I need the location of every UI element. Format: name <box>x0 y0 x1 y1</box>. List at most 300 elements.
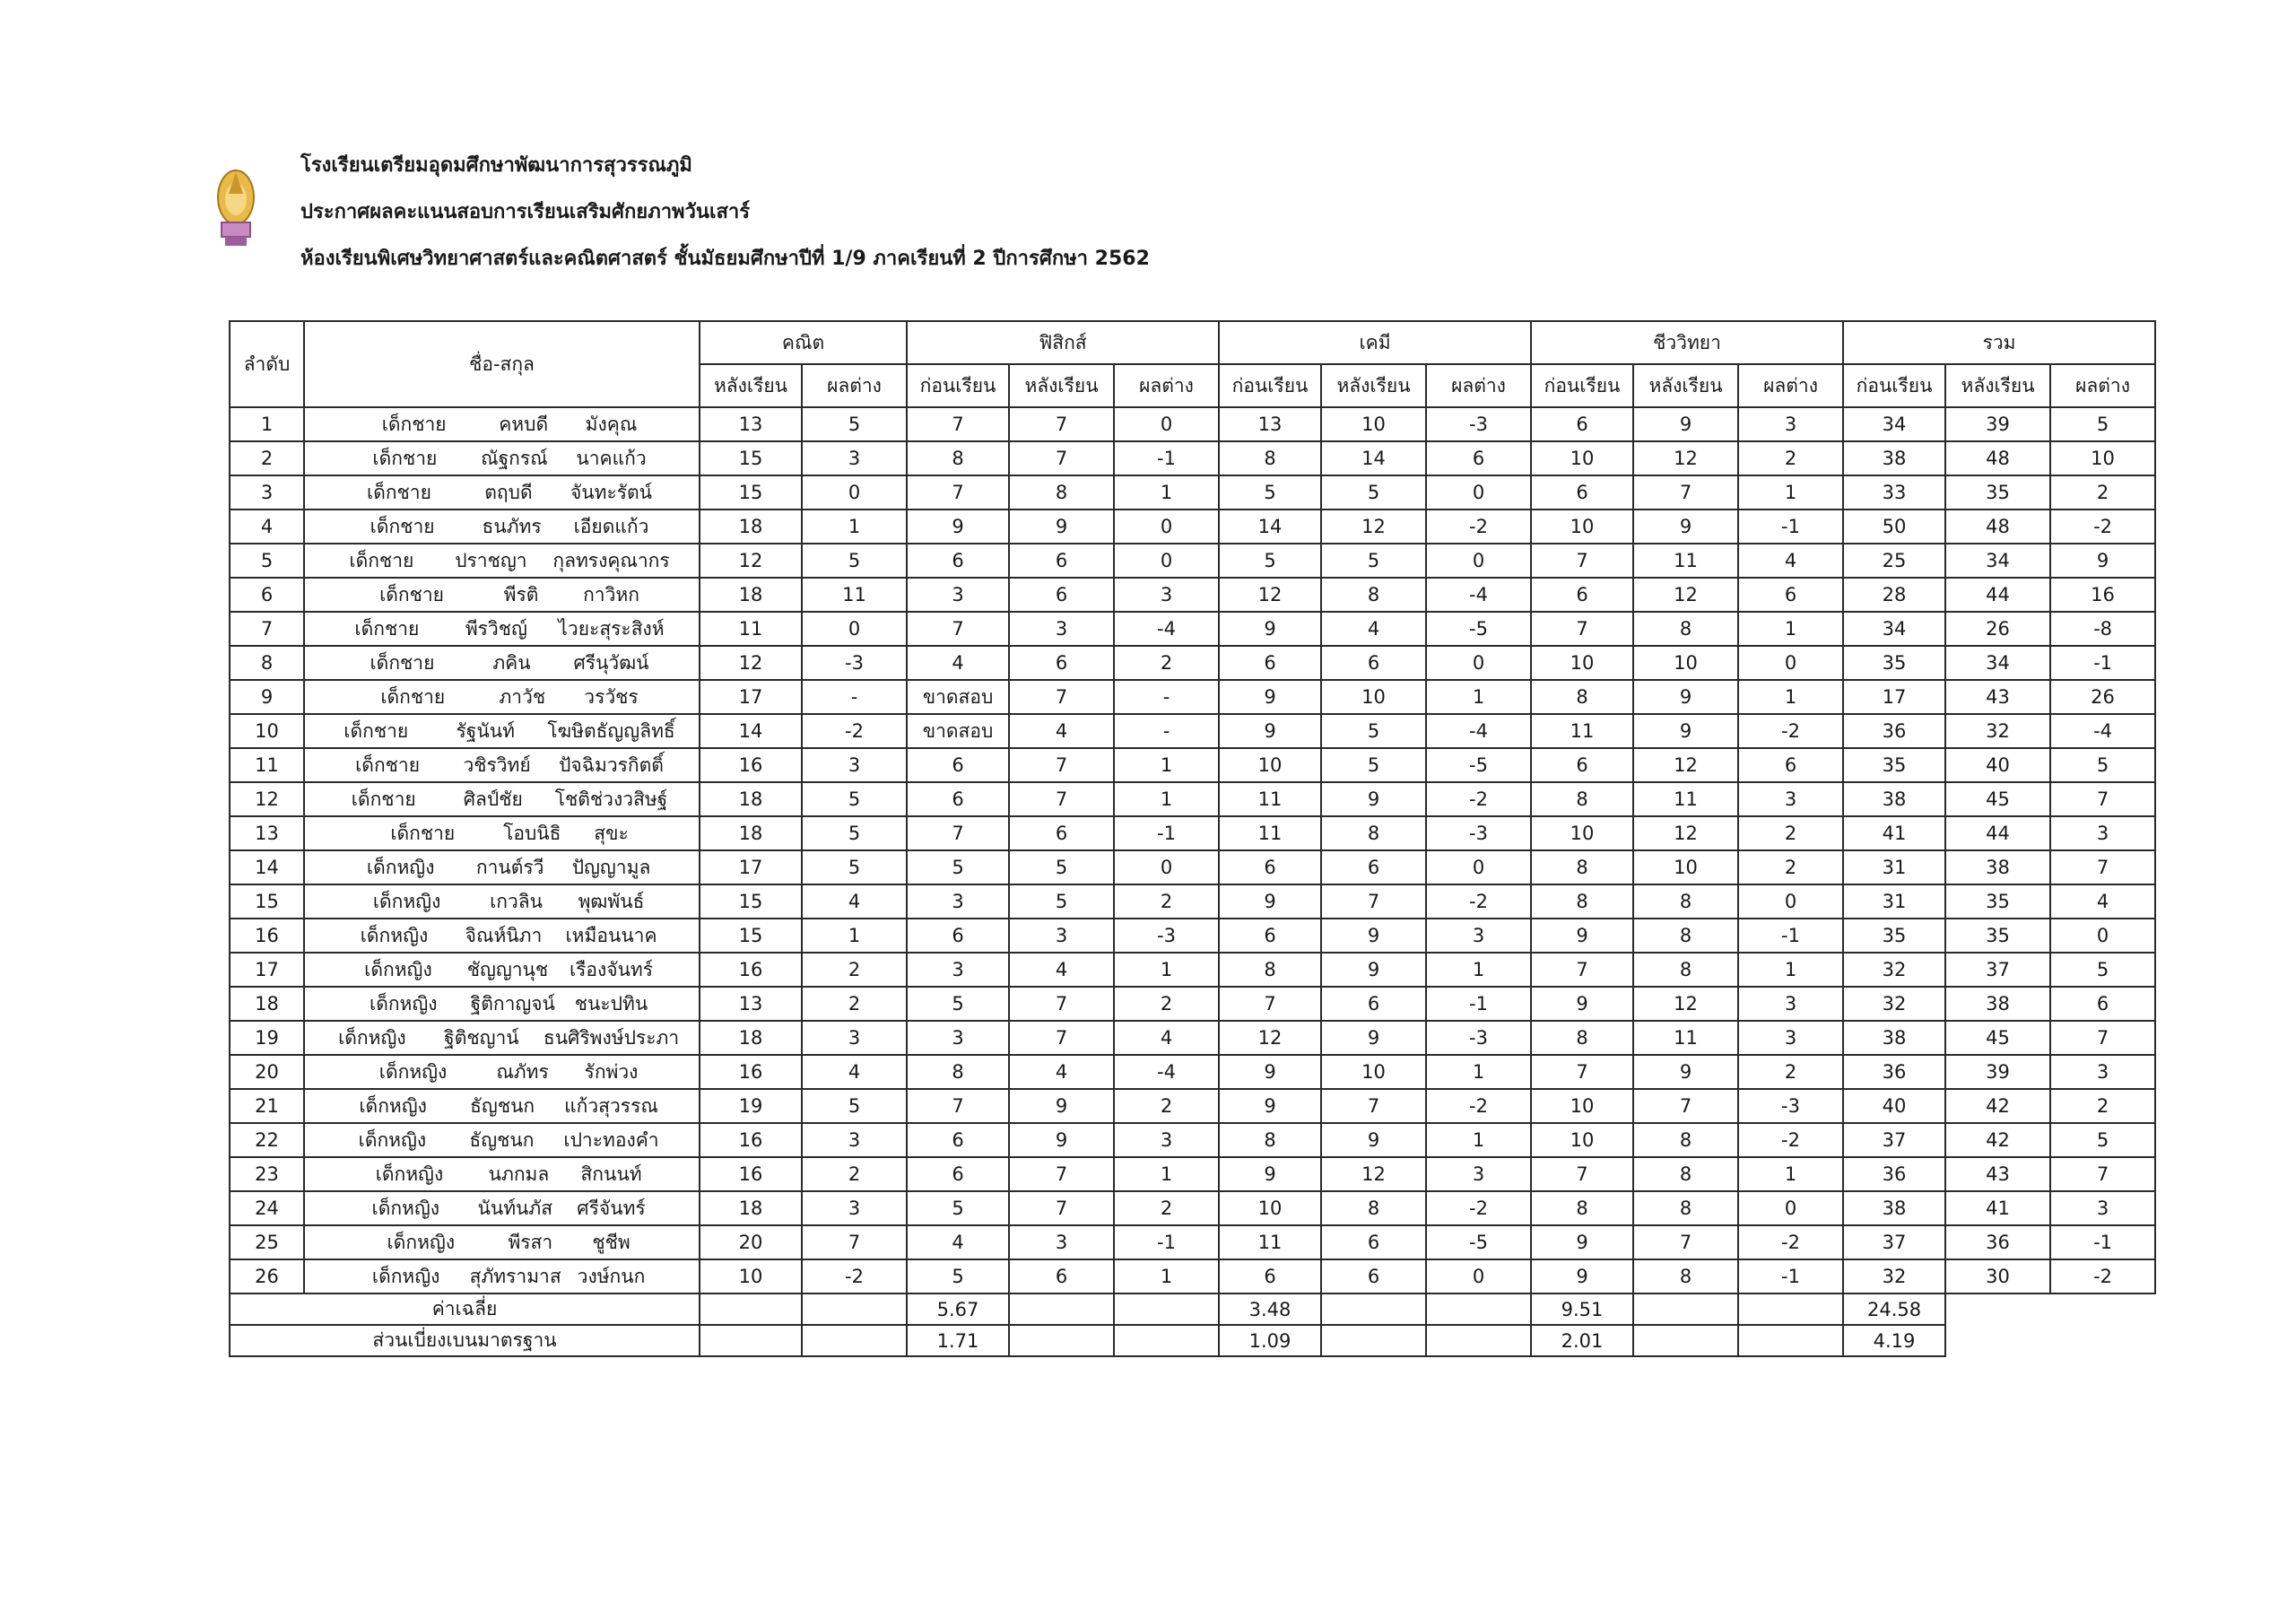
score-biology-diff: 2 <box>1738 1055 1843 1089</box>
score-chemistry-after: 6 <box>1321 646 1426 680</box>
score-math-diff: 5 <box>802 850 907 884</box>
first-name: พีรสา <box>508 1231 553 1253</box>
score-physics-diff: -1 <box>1114 441 1219 475</box>
score-total-before: 36 <box>1843 1055 1945 1089</box>
score-biology-after: 8 <box>1633 1259 1738 1293</box>
score-total-after: 43 <box>1945 1157 2050 1191</box>
stat-cell <box>1426 1293 1531 1325</box>
score-math-after: 16 <box>700 1157 802 1191</box>
score-total-diff: 7 <box>2050 850 2155 884</box>
average-row <box>230 1293 2155 1325</box>
score-chemistry-after: 6 <box>1321 850 1426 884</box>
score-math-diff: 5 <box>802 816 907 850</box>
score-chemistry-diff: 3 <box>1426 919 1531 953</box>
score-chemistry-before: 12 <box>1219 1021 1321 1055</box>
row-number: 19 <box>230 1021 304 1055</box>
table-row <box>230 1021 2155 1055</box>
score-math-diff: 11 <box>802 578 907 612</box>
stat-cell <box>1114 1325 1219 1356</box>
score-math-diff: 3 <box>802 1191 907 1225</box>
blank-cell <box>1945 1325 2050 1356</box>
last-name: โฆษิตธัญญลิทธิ์ <box>547 719 675 742</box>
name-title: เด็กชาย <box>370 651 435 674</box>
score-math-diff: 4 <box>802 884 907 919</box>
subheader-after: หลังเรียน <box>1945 364 2050 407</box>
name-title: เด็กหญิง <box>359 1094 427 1117</box>
score-physics-after: 8 <box>1009 475 1114 510</box>
score-physics-before: 6 <box>907 748 1009 782</box>
name-title: เด็กหญิง <box>378 1060 448 1083</box>
first-name: ธนภัทร <box>482 515 542 537</box>
subheader-before: ก่อนเรียน <box>1219 364 1321 407</box>
score-biology-diff: -3 <box>1738 1089 1843 1123</box>
score-math-after: 15 <box>700 884 802 919</box>
score-chemistry-before: 9 <box>1219 884 1321 919</box>
row-number: 4 <box>230 510 304 544</box>
score-chemistry-diff: -5 <box>1426 612 1531 646</box>
score-biology-before: 6 <box>1531 578 1633 612</box>
score-physics-after: 7 <box>1009 987 1114 1021</box>
score-biology-after: 8 <box>1633 953 1738 987</box>
table-row <box>230 441 2155 475</box>
score-physics-diff: 3 <box>1114 1123 1219 1157</box>
blank-cell <box>1945 1293 2050 1325</box>
row-number: 26 <box>230 1259 304 1293</box>
score-chemistry-diff: -2 <box>1426 1191 1531 1225</box>
student-name <box>304 782 700 816</box>
score-biology-after: 9 <box>1633 510 1738 544</box>
sd-label: ส่วนเบี่ยงเบนมาตรฐาน <box>230 1325 700 1356</box>
average-total: 24.58 <box>1843 1293 1945 1325</box>
row-number: 23 <box>230 1157 304 1191</box>
score-chemistry-before: 6 <box>1219 1259 1321 1293</box>
score-chemistry-before: 11 <box>1219 782 1321 816</box>
score-total-before: 31 <box>1843 884 1945 919</box>
student-name <box>304 714 700 748</box>
score-physics-after: 6 <box>1009 578 1114 612</box>
subheader-after: หลังเรียน <box>700 364 802 407</box>
score-math-after: 13 <box>700 407 802 441</box>
sd-physics: 1.71 <box>907 1325 1009 1356</box>
score-math-diff: 5 <box>802 407 907 441</box>
score-biology-diff: 6 <box>1738 748 1843 782</box>
score-math-after: 20 <box>700 1225 802 1259</box>
score-physics-before: ขาดสอบ <box>907 680 1009 714</box>
score-total-after: 30 <box>1945 1259 2050 1293</box>
score-biology-before: 10 <box>1531 816 1633 850</box>
score-physics-before: 7 <box>907 407 1009 441</box>
score-chemistry-diff: 0 <box>1426 1259 1531 1293</box>
score-biology-diff: 2 <box>1738 850 1843 884</box>
score-physics-before: 7 <box>907 816 1009 850</box>
name-title: เด็กหญิง <box>364 958 432 980</box>
score-physics-after: 4 <box>1009 953 1114 987</box>
last-name: เปาะทองคำ <box>563 1128 659 1151</box>
score-total-after: 34 <box>1945 544 2050 578</box>
row-number: 14 <box>230 850 304 884</box>
student-name <box>304 544 700 578</box>
table-row <box>230 782 2155 816</box>
subheader-diff: ผลต่าง <box>2050 364 2155 407</box>
student-name <box>304 1259 700 1293</box>
score-chemistry-before: 9 <box>1219 1157 1321 1191</box>
score-chemistry-after: 8 <box>1321 578 1426 612</box>
table-row <box>230 407 2155 441</box>
score-chemistry-diff: -5 <box>1426 1225 1531 1259</box>
table-row <box>230 578 2155 612</box>
score-math-after: 15 <box>700 441 802 475</box>
score-physics-before: 5 <box>907 1259 1009 1293</box>
score-total-after: 39 <box>1945 407 2050 441</box>
score-chemistry-before: 10 <box>1219 1191 1321 1225</box>
name-title: เด็กหญิง <box>370 992 438 1015</box>
score-biology-after: 8 <box>1633 1123 1738 1157</box>
student-name <box>304 441 700 475</box>
row-number: 13 <box>230 816 304 850</box>
score-total-before: 37 <box>1843 1225 1945 1259</box>
score-biology-after: 8 <box>1633 919 1738 953</box>
score-physics-after: 7 <box>1009 1157 1114 1191</box>
score-physics-after: 7 <box>1009 680 1114 714</box>
first-name: ธัญชนก <box>470 1094 535 1117</box>
row-number: 25 <box>230 1225 304 1259</box>
score-physics-after: 6 <box>1009 816 1114 850</box>
score-chemistry-after: 5 <box>1321 714 1426 748</box>
row-number: 10 <box>230 714 304 748</box>
score-biology-diff: 0 <box>1738 1191 1843 1225</box>
table-row <box>230 919 2155 953</box>
score-chemistry-diff: -1 <box>1426 987 1531 1021</box>
row-number: 8 <box>230 646 304 680</box>
score-chemistry-diff: -3 <box>1426 1021 1531 1055</box>
score-physics-after: 6 <box>1009 1259 1114 1293</box>
score-total-diff: -4 <box>2050 714 2155 748</box>
score-biology-diff: -1 <box>1738 919 1843 953</box>
score-chemistry-before: 13 <box>1219 407 1321 441</box>
score-total-before: 28 <box>1843 578 1945 612</box>
score-total-diff: 5 <box>2050 1123 2155 1157</box>
score-total-after: 44 <box>1945 578 2050 612</box>
score-total-diff: -1 <box>2050 646 2155 680</box>
announcement-title: ประกาศผลคะแนนสอบการเรียนเสริมศักยภาพวันเสาร์ <box>300 201 751 223</box>
name-title: เด็กชาย <box>370 515 435 537</box>
score-biology-before: 9 <box>1531 1225 1633 1259</box>
score-total-after: 35 <box>1945 919 2050 953</box>
score-chemistry-after: 9 <box>1321 782 1426 816</box>
score-total-diff: 2 <box>2050 475 2155 510</box>
table-row <box>230 1259 2155 1293</box>
row-number: 3 <box>230 475 304 510</box>
score-physics-before: 9 <box>907 510 1009 544</box>
score-physics-after: 7 <box>1009 407 1114 441</box>
score-physics-before: 6 <box>907 1157 1009 1191</box>
score-chemistry-diff: 1 <box>1426 680 1531 714</box>
table-row <box>230 1123 2155 1157</box>
stat-cell <box>1321 1293 1426 1325</box>
student-name <box>304 919 700 953</box>
score-physics-diff: -3 <box>1114 919 1219 953</box>
score-chemistry-before: 6 <box>1219 646 1321 680</box>
score-physics-after: 7 <box>1009 782 1114 816</box>
name-title: เด็กชาย <box>380 685 446 708</box>
score-physics-after: 7 <box>1009 441 1114 475</box>
score-total-before: 41 <box>1843 816 1945 850</box>
score-chemistry-before: 8 <box>1219 953 1321 987</box>
score-chemistry-diff: -3 <box>1426 407 1531 441</box>
score-chemistry-diff: 3 <box>1426 1157 1531 1191</box>
stat-cell <box>802 1325 907 1356</box>
score-total-before: 31 <box>1843 850 1945 884</box>
score-total-before: 32 <box>1843 953 1945 987</box>
score-biology-after: 12 <box>1633 578 1738 612</box>
score-math-after: 18 <box>700 510 802 544</box>
score-physics-after: 3 <box>1009 919 1114 953</box>
score-chemistry-before: 9 <box>1219 1055 1321 1089</box>
last-name: วงษ์กนก <box>577 1265 646 1287</box>
score-table <box>229 320 2156 1357</box>
score-physics-diff: - <box>1114 680 1219 714</box>
first-name: ณัฐกรณ์ <box>481 447 548 469</box>
score-chemistry-diff: 0 <box>1426 646 1531 680</box>
name-title: เด็กชาย <box>379 583 444 605</box>
score-total-diff: 2 <box>2050 1089 2155 1123</box>
table-row <box>230 1225 2155 1259</box>
table-row <box>230 748 2155 782</box>
score-total-after: 45 <box>1945 1021 2050 1055</box>
score-biology-before: 6 <box>1531 475 1633 510</box>
score-chemistry-before: 11 <box>1219 1225 1321 1259</box>
score-chemistry-before: 9 <box>1219 612 1321 646</box>
score-chemistry-after: 6 <box>1321 1259 1426 1293</box>
score-total-diff: -2 <box>2050 1259 2155 1293</box>
score-chemistry-diff: -2 <box>1426 510 1531 544</box>
score-math-after: 15 <box>700 475 802 510</box>
score-physics-before: 7 <box>907 612 1009 646</box>
score-physics-after: 6 <box>1009 646 1114 680</box>
student-name <box>304 1191 700 1225</box>
score-total-after: 34 <box>1945 646 2050 680</box>
score-biology-before: 9 <box>1531 1259 1633 1293</box>
score-biology-diff: 2 <box>1738 816 1843 850</box>
score-physics-diff: -1 <box>1114 1225 1219 1259</box>
score-total-diff: 3 <box>2050 816 2155 850</box>
score-chemistry-diff: -2 <box>1426 884 1531 919</box>
score-math-after: 16 <box>700 1055 802 1089</box>
subject-header-biology: ชีววิทยา <box>1531 321 1843 364</box>
score-physics-before: 6 <box>907 919 1009 953</box>
score-total-diff: -2 <box>2050 510 2155 544</box>
sd-row <box>230 1325 2155 1356</box>
row-number: 18 <box>230 987 304 1021</box>
row-number: 7 <box>230 612 304 646</box>
class-info: ห้องเรียนพิเศษวิทยาศาสตร์และคณิตศาสตร์ ชั้นมัธยมศึกษาปีที่ 1/9 ภาคเรียนที่ 2 ปีการศึกษา 2562 <box>300 248 1150 270</box>
last-name: ปัจฉิมวรกิตติ์ <box>559 753 664 776</box>
score-physics-before: 5 <box>907 1191 1009 1225</box>
name-title: เด็กชาย <box>367 481 431 503</box>
score-biology-before: 10 <box>1531 1123 1633 1157</box>
first-name: รัฐนันท์ <box>456 719 515 742</box>
score-chemistry-before: 10 <box>1219 748 1321 782</box>
last-name: ศรีนุวัฒน์ <box>573 651 649 674</box>
score-biology-after: 8 <box>1633 1157 1738 1191</box>
score-chemistry-before: 7 <box>1219 987 1321 1021</box>
score-chemistry-after: 9 <box>1321 919 1426 953</box>
score-chemistry-after: 10 <box>1321 1055 1426 1089</box>
score-total-before: 37 <box>1843 1123 1945 1157</box>
score-math-diff: 1 <box>802 919 907 953</box>
score-math-diff: -3 <box>802 646 907 680</box>
score-chemistry-after: 12 <box>1321 1157 1426 1191</box>
score-chemistry-after: 4 <box>1321 612 1426 646</box>
score-biology-after: 12 <box>1633 816 1738 850</box>
score-math-after: 19 <box>700 1089 802 1123</box>
subheader-after: หลังเรียน <box>1321 364 1426 407</box>
score-physics-before: 6 <box>907 782 1009 816</box>
table-row <box>230 475 2155 510</box>
subheader-diff: ผลต่าง <box>1426 364 1531 407</box>
score-biology-after: 11 <box>1633 544 1738 578</box>
score-total-before: 25 <box>1843 544 1945 578</box>
score-biology-before: 7 <box>1531 1157 1633 1191</box>
score-total-before: 38 <box>1843 441 1945 475</box>
name-title: เด็กชาย <box>349 549 414 571</box>
subheader-before: ก่อนเรียน <box>1843 364 1945 407</box>
student-name <box>304 1157 700 1191</box>
score-biology-before: 8 <box>1531 782 1633 816</box>
score-biology-diff: 1 <box>1738 612 1843 646</box>
average-label: ค่าเฉลี่ย <box>230 1293 700 1325</box>
score-biology-diff: 3 <box>1738 407 1843 441</box>
name-title: เด็กชาย <box>354 617 420 640</box>
score-biology-diff: 0 <box>1738 884 1843 919</box>
score-total-after: 37 <box>1945 953 2050 987</box>
score-physics-before: 4 <box>907 1225 1009 1259</box>
score-biology-after: 8 <box>1633 884 1738 919</box>
col-header-name: ชื่อ-สกุล <box>304 321 700 407</box>
score-biology-after: 9 <box>1633 714 1738 748</box>
name-title: เด็กหญิง <box>338 1026 406 1049</box>
score-physics-after: 3 <box>1009 1225 1114 1259</box>
score-biology-after: 7 <box>1633 1225 1738 1259</box>
stat-cell <box>1633 1293 1738 1325</box>
score-biology-diff: 1 <box>1738 1157 1843 1191</box>
score-biology-after: 10 <box>1633 646 1738 680</box>
score-physics-before: 8 <box>907 441 1009 475</box>
stat-cell <box>1426 1325 1531 1356</box>
score-biology-before: 8 <box>1531 1021 1633 1055</box>
score-total-after: 48 <box>1945 441 2050 475</box>
average-biology: 9.51 <box>1531 1293 1633 1325</box>
score-math-diff: 1 <box>802 510 907 544</box>
score-physics-before: 7 <box>907 475 1009 510</box>
score-biology-before: 7 <box>1531 953 1633 987</box>
student-name <box>304 816 700 850</box>
table-row <box>230 953 2155 987</box>
stat-cell <box>1009 1293 1114 1325</box>
last-name: ไวยะสุระสิงห์ <box>558 617 665 640</box>
score-total-diff: 5 <box>2050 407 2155 441</box>
score-biology-diff: -2 <box>1738 714 1843 748</box>
score-chemistry-diff: 0 <box>1426 475 1531 510</box>
score-physics-before: 3 <box>907 953 1009 987</box>
score-physics-diff: 1 <box>1114 475 1219 510</box>
score-chemistry-before: 11 <box>1219 816 1321 850</box>
student-name <box>304 646 700 680</box>
score-chemistry-after: 9 <box>1321 953 1426 987</box>
score-math-diff: 3 <box>802 441 907 475</box>
score-chemistry-after: 14 <box>1321 441 1426 475</box>
score-math-after: 18 <box>700 1021 802 1055</box>
score-total-after: 44 <box>1945 816 2050 850</box>
score-total-diff: 7 <box>2050 1021 2155 1055</box>
name-title: เด็กชาย <box>355 753 421 776</box>
score-total-before: 38 <box>1843 782 1945 816</box>
sd-chemistry: 1.09 <box>1219 1325 1321 1356</box>
score-biology-before: 9 <box>1531 987 1633 1021</box>
score-biology-after: 12 <box>1633 987 1738 1021</box>
score-physics-diff: 1 <box>1114 1259 1219 1293</box>
score-chemistry-after: 8 <box>1321 816 1426 850</box>
score-total-diff: 7 <box>2050 1157 2155 1191</box>
row-number: 6 <box>230 578 304 612</box>
last-name: มังคุณ <box>585 413 638 435</box>
subject-header-physics: ฟิสิกส์ <box>907 321 1219 364</box>
row-number: 17 <box>230 953 304 987</box>
score-math-diff: 2 <box>802 987 907 1021</box>
student-name <box>304 1225 700 1259</box>
score-chemistry-after: 5 <box>1321 544 1426 578</box>
table-row <box>230 714 2155 748</box>
score-chemistry-diff: -2 <box>1426 782 1531 816</box>
score-biology-before: 9 <box>1531 919 1633 953</box>
score-total-diff: 5 <box>2050 748 2155 782</box>
student-name <box>304 612 700 646</box>
last-name: สุขะ <box>594 822 629 844</box>
score-biology-after: 10 <box>1633 850 1738 884</box>
score-chemistry-diff: -4 <box>1426 714 1531 748</box>
score-biology-before: 10 <box>1531 441 1633 475</box>
score-math-diff: 0 <box>802 475 907 510</box>
row-number: 24 <box>230 1191 304 1225</box>
score-math-after: 17 <box>700 680 802 714</box>
score-physics-before: 5 <box>907 850 1009 884</box>
name-title: เด็กหญิง <box>366 856 435 878</box>
score-math-diff: 3 <box>802 748 907 782</box>
score-chemistry-diff: 1 <box>1426 1123 1531 1157</box>
row-number: 22 <box>230 1123 304 1157</box>
score-total-after: 48 <box>1945 510 2050 544</box>
score-chemistry-after: 10 <box>1321 407 1426 441</box>
score-biology-diff: 3 <box>1738 782 1843 816</box>
stat-cell <box>700 1293 802 1325</box>
score-biology-diff: 1 <box>1738 680 1843 714</box>
table-stats <box>230 1293 2155 1356</box>
score-chemistry-after: 5 <box>1321 475 1426 510</box>
score-chemistry-diff: 0 <box>1426 850 1531 884</box>
score-biology-after: 7 <box>1633 475 1738 510</box>
score-biology-diff: 3 <box>1738 1021 1843 1055</box>
score-math-diff: 5 <box>802 544 907 578</box>
score-biology-before: 8 <box>1531 850 1633 884</box>
last-name: จันทะรัตน์ <box>570 481 653 503</box>
stat-cell <box>700 1325 802 1356</box>
name-title: เด็กหญิง <box>372 890 441 912</box>
first-name: วชิรวิทย์ <box>463 753 531 776</box>
table-row <box>230 1055 2155 1089</box>
last-name: ธนศิริพงษ์ประภา <box>543 1026 680 1049</box>
score-biology-after: 12 <box>1633 441 1738 475</box>
stat-cell <box>1633 1325 1738 1356</box>
